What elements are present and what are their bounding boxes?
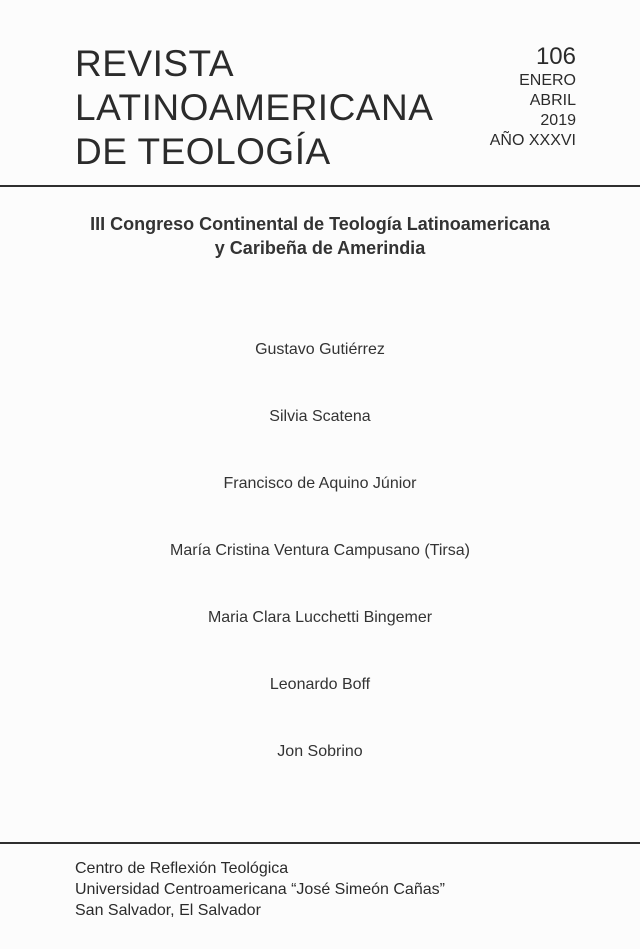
journal-title-line-2: LATINOAMERICANA	[75, 87, 434, 128]
journal-title-line-1: REVISTA	[75, 43, 235, 84]
author-list	[0, 340, 640, 809]
publisher-info	[75, 858, 445, 921]
author-name: María Cristina Ventura Campusano (Tirsa)	[170, 542, 470, 559]
author-name: Silvia Scatena	[269, 408, 371, 425]
issue-number: 106	[535, 43, 576, 70]
publisher-line-2: Universidad Centroamericana “José Simeón Cañas”	[75, 881, 445, 898]
author-name: Gustavo Gutiérrez	[255, 341, 385, 358]
author-name: Leonardo Boff	[269, 676, 371, 693]
issue-year: 2019	[540, 112, 576, 129]
issue-volume: AÑO XXXVI	[489, 132, 576, 149]
issue-subtitle-line-2: y Caribeña de Amerindia	[214, 238, 426, 258]
issue-month-start: ENERO	[519, 72, 576, 89]
author-name: Francisco de Aquino Júnior	[223, 475, 417, 492]
issue-info	[436, 43, 576, 151]
publisher-line-3: San Salvador, El Salvador	[75, 902, 261, 919]
journal-title-line-3: DE TEOLOGÍA	[75, 131, 331, 172]
author-name: Maria Clara Lucchetti Bingemer	[207, 609, 433, 626]
issue-month-end: ABRIL	[529, 92, 576, 109]
footer-divider	[0, 842, 640, 844]
publisher-line-1: Centro de Reflexión Teológica	[75, 860, 289, 877]
issue-subtitle	[40, 212, 600, 260]
header-divider	[0, 185, 640, 187]
author-name: Jon Sobrino	[277, 743, 363, 760]
issue-subtitle-line-1: III Congreso Continental de Teología Latinoamericana	[90, 214, 550, 234]
journal-title	[75, 42, 475, 174]
